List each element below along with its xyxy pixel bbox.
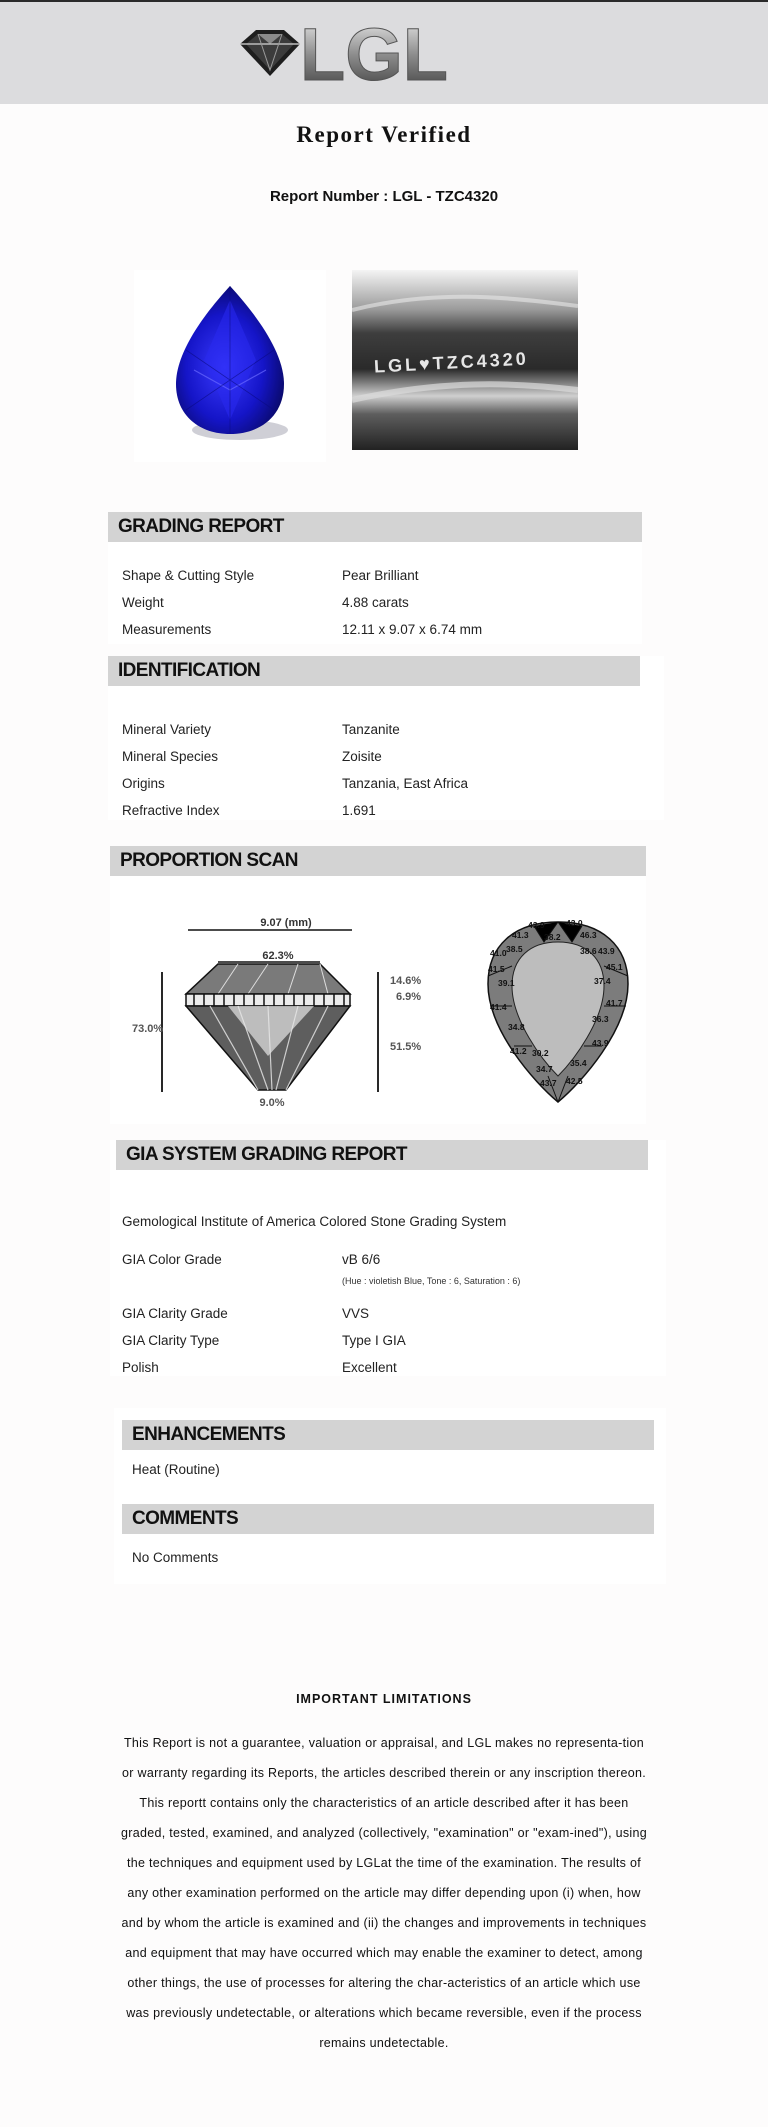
row-value: Tanzania, East Africa bbox=[342, 776, 469, 791]
row-value: Zoisite bbox=[342, 749, 382, 764]
svg-text:41.4: 41.4 bbox=[490, 1002, 507, 1012]
gemstone-photo bbox=[134, 270, 326, 462]
row-value: VVS bbox=[342, 1306, 370, 1321]
row-label: GIA Clarity Grade bbox=[122, 1306, 228, 1321]
row-label: Mineral Species bbox=[122, 749, 219, 764]
svg-text:41.5: 41.5 bbox=[488, 964, 505, 974]
row-value: 4.88 carats bbox=[342, 595, 409, 610]
row-label: Polish bbox=[122, 1360, 159, 1375]
svg-text:34.7: 34.7 bbox=[536, 1064, 553, 1074]
svg-text:41.2: 41.2 bbox=[510, 1046, 527, 1056]
row-label: Mineral Variety bbox=[122, 722, 212, 737]
svg-text:46.3: 46.3 bbox=[580, 930, 597, 940]
diamond-icon bbox=[240, 30, 300, 76]
girdle-label: 6.9% bbox=[396, 991, 422, 1003]
pavilion-label: 51.5% bbox=[390, 1041, 422, 1053]
row-value: 12.11 x 9.07 x 6.74 mm bbox=[342, 622, 483, 637]
svg-text:37.4: 37.4 bbox=[594, 976, 611, 986]
width-label: 9.07 (mm) bbox=[260, 917, 312, 929]
row-label: Weight bbox=[122, 595, 164, 610]
row-value: vB 6/6 bbox=[342, 1252, 381, 1267]
row-label: GIA Clarity Type bbox=[122, 1333, 220, 1348]
svg-text:43.9: 43.9 bbox=[528, 920, 545, 930]
row-label: Origins bbox=[122, 776, 165, 791]
gia-grading-section bbox=[110, 1140, 666, 1376]
row-value: 1.691 bbox=[342, 803, 376, 818]
row-label: Measurements bbox=[122, 622, 212, 637]
lgl-logo[interactable] bbox=[232, 14, 492, 94]
section-title: COMMENTS bbox=[132, 1508, 239, 1529]
limitations-title: IMPORTANT LIMITATIONS bbox=[296, 1692, 472, 1706]
limitations-body: This Report is not a guarantee, valuation or appraisal, and LGL makes no representa-tion or warranty regarding its Reports, the articles described therein or any inscription thereon. This reportt contains only the characteristics of an article described after it has been graded, tested, examined, and analyzed (collectively, "examination" or "exam-ined"), using the techniques and equipment used by LGLat the time of the examination. The results of any other examination performed on the article may differ depending upon (i) when, how and by whom the article is examined and (ii) the changes and improvements in techniques and equipment that may have occurred which may enable the examiner to detect, among other things, the use of processes for altering the char-acteristics of an article which use was previously undetectable, or alterations which became reversible, even if the process remains undetectable. bbox=[120, 1736, 648, 2050]
svg-text:30.2: 30.2 bbox=[532, 1048, 549, 1058]
row-label: Refractive Index bbox=[122, 803, 220, 818]
row-value: Excellent bbox=[342, 1360, 397, 1375]
svg-text:34.8: 34.8 bbox=[508, 1022, 525, 1032]
color-grade-note: (Hue : violetish Blue, Tone : 6, Saturation : 6) bbox=[342, 1276, 521, 1286]
page-title: Report Verified bbox=[296, 122, 472, 147]
svg-text:42.5: 42.5 bbox=[566, 1076, 583, 1086]
section-header bbox=[122, 1504, 654, 1534]
inscription-photo bbox=[352, 270, 578, 450]
profile-diagram bbox=[118, 906, 448, 1120]
crown-label: 14.6% bbox=[390, 975, 422, 987]
section-header bbox=[108, 512, 642, 542]
svg-text:39.1: 39.1 bbox=[498, 978, 515, 988]
row-label: GIA Color Grade bbox=[122, 1252, 222, 1267]
svg-text:35.4: 35.4 bbox=[570, 1058, 587, 1068]
row-value: Type I GIA bbox=[342, 1333, 406, 1348]
enhancements-text: Heat (Routine) bbox=[132, 1462, 220, 1477]
section-title: ENHANCEMENTS bbox=[132, 1424, 286, 1445]
logo-wordmark: LGL bbox=[300, 14, 448, 94]
svg-text:45.1: 45.1 bbox=[606, 962, 623, 972]
svg-text:38.6: 38.6 bbox=[580, 946, 597, 956]
row-value: Tanzanite bbox=[342, 722, 400, 737]
inscription-text: LGL♥TZC4320 bbox=[373, 348, 530, 377]
svg-text:38.5: 38.5 bbox=[506, 944, 523, 954]
facet-diagram bbox=[474, 906, 644, 1120]
report-number: Report Number : LGL - TZC4320 bbox=[269, 188, 499, 205]
svg-text:41.3: 41.3 bbox=[512, 930, 529, 940]
comments-text: No Comments bbox=[132, 1550, 219, 1565]
section-header bbox=[116, 1140, 648, 1170]
svg-text:43.7: 43.7 bbox=[540, 1078, 557, 1088]
grading-report-section bbox=[108, 512, 642, 644]
section-header bbox=[122, 1420, 654, 1450]
section-title: IDENTIFICATION bbox=[118, 660, 261, 681]
svg-text:43.9: 43.9 bbox=[592, 1038, 609, 1048]
section-header bbox=[110, 846, 646, 876]
svg-text:41.0: 41.0 bbox=[490, 948, 507, 958]
grading-system: Gemological Institute of America Colored Stone Grading System bbox=[122, 1214, 507, 1229]
row-label: Shape & Cutting Style bbox=[122, 568, 255, 583]
culet-label: 9.0% bbox=[259, 1097, 285, 1109]
identification-section bbox=[108, 656, 664, 820]
svg-text:38.2: 38.2 bbox=[544, 932, 561, 942]
enhancements-comments-section bbox=[114, 1408, 666, 1584]
depth-label: 73.0% bbox=[132, 1023, 164, 1035]
row-value: Pear Brilliant bbox=[342, 568, 419, 583]
table-label: 62.3% bbox=[262, 950, 294, 962]
section-title: PROPORTION SCAN bbox=[120, 850, 298, 871]
svg-text:36.3: 36.3 bbox=[592, 1014, 609, 1024]
svg-text:41.7: 41.7 bbox=[606, 998, 623, 1008]
section-title: GIA SYSTEM GRADING REPORT bbox=[126, 1144, 407, 1165]
section-header bbox=[108, 656, 640, 686]
svg-text:43.9: 43.9 bbox=[598, 946, 615, 956]
svg-text:43.0: 43.0 bbox=[566, 918, 583, 928]
section-title: GRADING REPORT bbox=[118, 516, 284, 537]
